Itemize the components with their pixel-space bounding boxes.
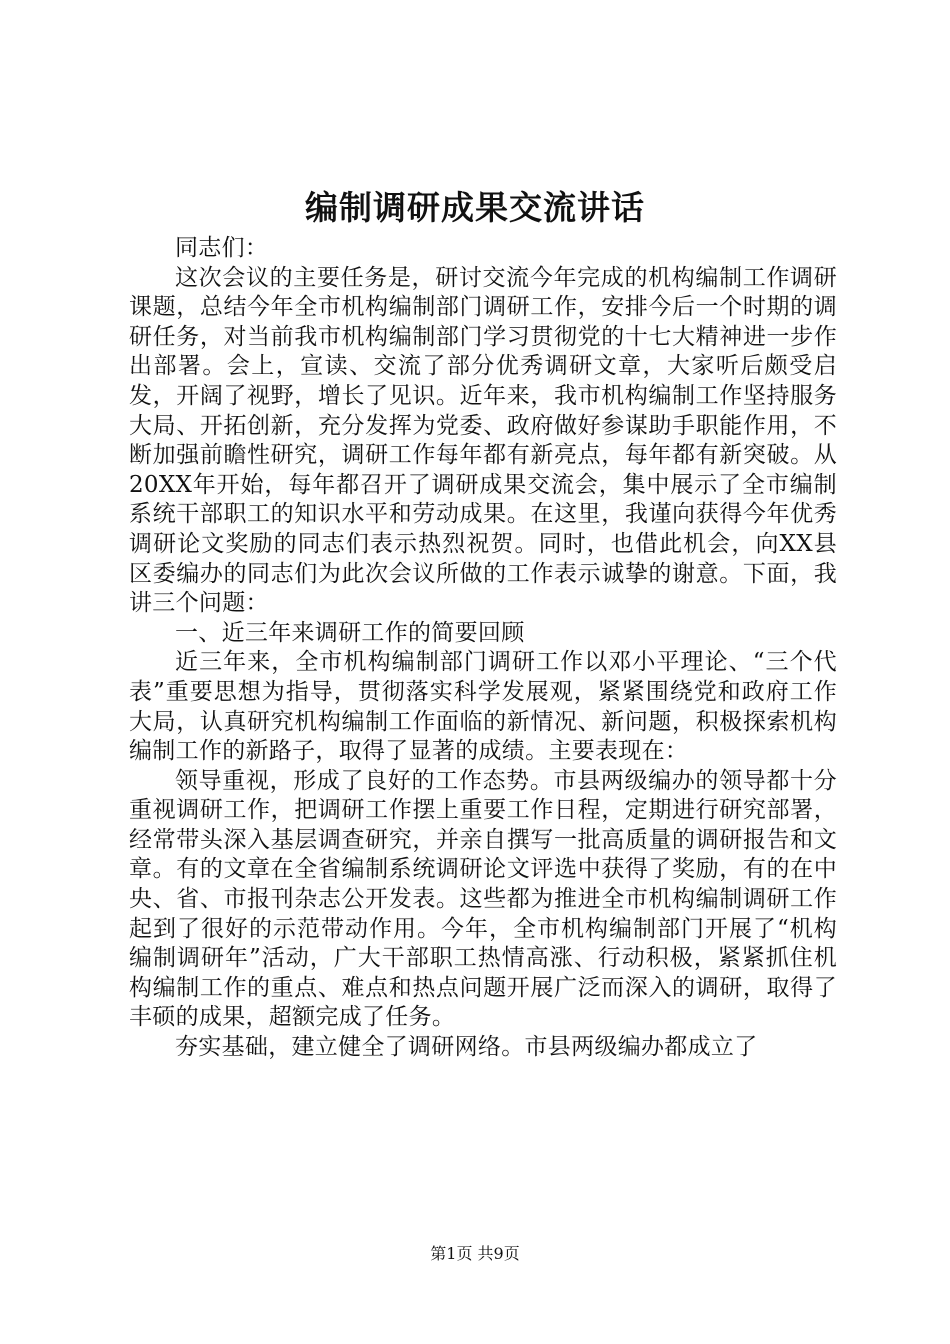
body-paragraph: 近三年来，全市机构编制部门调研工作以邓小平理论、“三个代表”重要思想为指导，贯彻落实科学发展观，紧紧围绕党和政府工作大局，认真研究机构编制工作面临的新情况、新问题，积极探索机构编制工作的新路子，取得了显著的成绩。主要表现在： bbox=[129, 649, 837, 765]
page-number-footer: 第1页 共9页 bbox=[430, 1244, 520, 1263]
salutation-paragraph: 同志们： bbox=[175, 235, 269, 261]
section-heading: 一、近三年来调研工作的简要回顾 bbox=[175, 619, 525, 646]
body-paragraph: 夯实基础，建立健全了调研网络。市县两级编办都成立了 bbox=[175, 1034, 758, 1061]
body-paragraph: 领导重视，形成了良好的工作态势。市县两级编办的领导都十分重视调研工作，把调研工作摆上重要工作日程，定期进行研究部署，经常带头深入基层调查研究，并亲自撰写一批高质量的调研报告和文章。有的文章在全省编制系统调研论文评选中获得了奖励，有的在中央、省、市报刊杂志公开发表。这些都为推进全市机构编制调研工作起到了很好的示范带动作用。今年，全市机构编制部门开展了“机构编制调研年”活动，广大干部职工热情高涨、行动积极，紧紧抓住机构编制工作的重点、难点和热点问题开展广泛而深入的调研，取得了丰硕的成果，超额完成了任务。 bbox=[129, 767, 837, 1031]
body-paragraph: 这次会议的主要任务是，研讨交流今年完成的机构编制工作调研课题，总结今年全市机构编制部门调研工作，安排今后一个时期的调研任务，对当前我市机构编制部门学习贯彻党的十七大精神进一步作出部署。会上，宣读、交流了部分优秀调研文章，大家听后颇受启发，开阔了视野，增长了见识。近年来，我市机构编制工作坚持服务大局、开拓创新，充分发挥为党委、政府做好参谋助手职能作用，不断加强前瞻性研究，调研工作每年都有新亮点，每年都有新突破。从20XX年开始，每年都召开了调研成果交流会，集中展示了全市编制系统干部职工的知识水平和劳动成果。在这里，我谨向获得今年优秀调研论文奖励的同志们表示热烈祝贺。同时，也借此机会，向XX县区委编办的同志们为此次会议所做的工作表示诚挚的谢意。下面，我讲三个问题： bbox=[129, 264, 837, 617]
document-body bbox=[129, 234, 837, 1063]
document-title: 编制调研成果交流讲话 bbox=[305, 188, 645, 227]
